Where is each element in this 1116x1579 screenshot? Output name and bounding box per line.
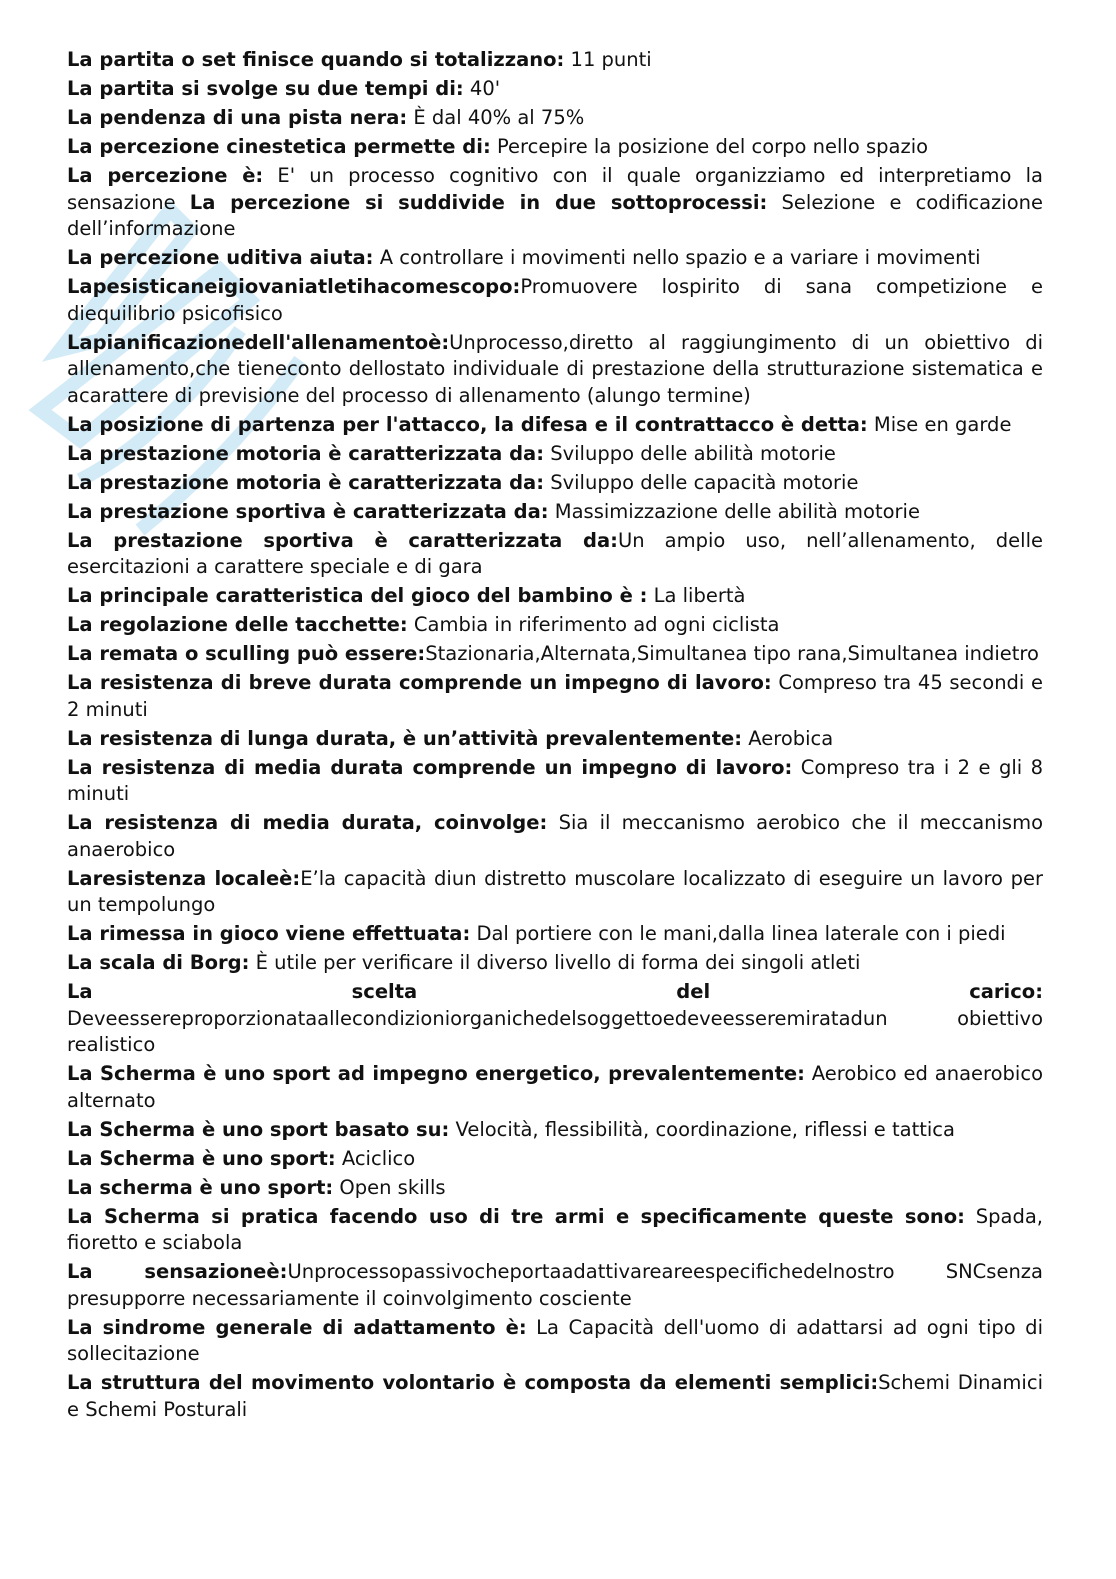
qa-entry-27 bbox=[67, 1146, 1043, 1173]
answer: Mise en garde bbox=[873, 412, 1012, 436]
qa-entry-18 bbox=[67, 726, 1043, 753]
qa-entry-30 bbox=[67, 1259, 1043, 1312]
qa-entry-17 bbox=[67, 670, 1043, 723]
answer: Sia il meccanismo aerobico che il meccanismo anaerobico bbox=[67, 811, 1044, 861]
answer: Velocità, flessibilità, coordinazione, riflessi e tattica bbox=[455, 1117, 955, 1141]
answer: Un ampio uso, nell’allenamento, delle esercitazioni a carattere speciale e di gara bbox=[67, 528, 1043, 578]
qa-entry-4 bbox=[67, 134, 1043, 161]
question: La prestazione sportiva è caratterizzata da: bbox=[67, 499, 549, 523]
question: La Scherma è uno sport basato su: bbox=[67, 1117, 450, 1141]
qa-entry-21 bbox=[67, 866, 1043, 919]
question: La principale caratteristica del gioco del bambino è : bbox=[67, 584, 648, 607]
answer: Spada, fioretto e sciabola bbox=[67, 1204, 1043, 1254]
qa-entry-11 bbox=[67, 470, 1043, 497]
qa-entry-22 bbox=[67, 921, 1043, 948]
question: La struttura del movimento volontario è composta da elementi semplici: bbox=[67, 1371, 879, 1394]
qa-entry-19 bbox=[67, 755, 1043, 808]
question: La percezione è: bbox=[67, 164, 264, 187]
answer: 11 punti bbox=[570, 48, 652, 71]
answer: Sviluppo delle abilità motorie bbox=[550, 441, 836, 465]
question: La partita si svolge su due tempi di: bbox=[67, 77, 464, 100]
answer: Sviluppo delle capacità motorie bbox=[550, 470, 859, 494]
qa-entry-23 bbox=[67, 950, 1043, 977]
question: La sindrome generale di adattamento è: bbox=[67, 1315, 527, 1339]
document-body bbox=[67, 47, 1043, 1426]
qa-entry-2 bbox=[67, 76, 1043, 103]
question: La prestazione motoria è caratterizzata da: bbox=[67, 441, 544, 465]
qa-entry-28 bbox=[67, 1175, 1043, 1202]
question: La percezione uditiva aiuta: bbox=[67, 246, 374, 269]
qa-entry-16 bbox=[67, 641, 1043, 668]
qa-entry-5 bbox=[67, 163, 1043, 243]
answer: Aciclico bbox=[341, 1146, 416, 1170]
answer: Unprocesso,diretto al raggiungimento di un obiettivo di allenamento,che tieneconto dellostato individuale di prestazione della strutturazione sistematica e acarattere di previsione del processo di allenamento (alungo termine) bbox=[67, 330, 1043, 407]
answer: Cambia in riferimento ad ogni ciclista bbox=[413, 613, 780, 636]
qa-entry-32 bbox=[67, 1370, 1043, 1423]
question: La resistenza di breve durata comprende un impegno di lavoro: bbox=[67, 671, 772, 694]
qa-entry-12 bbox=[67, 499, 1043, 526]
answer: Aerobico ed anaerobico alternato bbox=[67, 1062, 1043, 1112]
question: La Scherma è uno sport: bbox=[67, 1146, 336, 1170]
answer: È utile per verificare il diverso livello di forma dei singoli atleti bbox=[255, 951, 861, 974]
question: La posizione di partenza per l'attacco, la difesa e il contrattacco è detta: bbox=[67, 412, 868, 436]
answer: Stazionaria,Alternata,Simultanea tipo rana,Simultanea indietro bbox=[425, 642, 1039, 665]
qa-entry-20 bbox=[67, 810, 1043, 863]
question: La prestazione sportiva è caratterizzata da: bbox=[67, 528, 618, 552]
answer: La libertà bbox=[653, 584, 746, 607]
qa-entry-10 bbox=[67, 441, 1043, 468]
answer: Open skills bbox=[339, 1175, 446, 1199]
question: Lapianificazionedell'allenamentoè: bbox=[67, 330, 450, 354]
qa-entry-31 bbox=[67, 1315, 1043, 1368]
answer: Deveessereproporzionataallecondizioniorganichedelsoggettoedeveesseremiratadun obiettivo realistico bbox=[67, 1006, 1043, 1056]
qa-entry-1 bbox=[67, 47, 1043, 74]
question: La scala di Borg: bbox=[67, 951, 250, 974]
question: La regolazione delle tacchette: bbox=[67, 613, 408, 636]
question: La scherma è uno sport: bbox=[67, 1175, 334, 1199]
qa-entry-9 bbox=[67, 412, 1043, 439]
question: La prestazione motoria è caratterizzata da: bbox=[67, 470, 544, 494]
qa-entry-7 bbox=[67, 274, 1043, 327]
answer: È dal 40% al 75% bbox=[413, 106, 585, 129]
answer: Selezione e codificazione dell’informazione bbox=[67, 190, 1043, 240]
qa-entry-3 bbox=[67, 105, 1043, 132]
answer: Compreso tra i 2 e gli 8 minuti bbox=[67, 755, 1044, 805]
question: La Scherma è uno sport ad impegno energetico, prevalentemente: bbox=[67, 1062, 805, 1085]
answer: La Capacità dell'uomo di adattarsi ad ogni tipo di sollecitazione bbox=[67, 1315, 1043, 1365]
answer: Aerobica bbox=[748, 726, 834, 750]
qa-entry-25 bbox=[67, 1061, 1043, 1114]
question: Lapesisticaneigiovaniatletihacomescopo: bbox=[67, 275, 521, 298]
qa-entry-6 bbox=[67, 245, 1043, 272]
answer: Dal portiere con le mani,dalla linea laterale con i piedi bbox=[476, 922, 1006, 945]
answer: E’la capacità diun distretto muscolare localizzato di eseguire un lavoro per un tempolungo bbox=[67, 866, 1043, 916]
question: La resistenza di media durata comprende un impegno di lavoro: bbox=[67, 755, 793, 779]
answer: Compreso tra 45 secondi e 2 minuti bbox=[67, 671, 1044, 721]
qa-entry-26 bbox=[67, 1117, 1043, 1144]
answer: Schemi Dinamici e Schemi Posturali bbox=[67, 1371, 1043, 1421]
question: Laresistenza localeè: bbox=[67, 866, 301, 890]
question: La percezione cinestetica permette di: bbox=[67, 135, 491, 158]
question: La pendenza di una pista nera: bbox=[67, 106, 408, 129]
qa-entry-15 bbox=[67, 612, 1043, 639]
question: La sensazioneè: bbox=[67, 1260, 288, 1283]
qa-entry-29 bbox=[67, 1204, 1043, 1257]
question: La Scherma si pratica facendo uso di tre armi e specificamente queste sono: bbox=[67, 1204, 965, 1228]
question: La remata o sculling può essere: bbox=[67, 642, 426, 665]
answer: Unprocessopassivocheportaadattivareareespecifichedelnostro SNCsenza presupporre necessariamente il coinvolgimento cosciente bbox=[67, 1260, 1043, 1310]
qa-entry-8 bbox=[67, 330, 1043, 410]
answer: E' un processo cognitivo con il quale organizziamo ed interpretiamo la sensazione bbox=[67, 164, 1043, 214]
answer: 40' bbox=[469, 77, 501, 100]
answer: Massimizzazione delle abilità motorie bbox=[554, 499, 920, 523]
question: La resistenza di lunga durata, è un’attività prevalentemente: bbox=[67, 726, 743, 750]
question: La rimessa in gioco viene effettuata: bbox=[67, 922, 471, 945]
question: La resistenza di media durata, coinvolge: bbox=[67, 811, 548, 834]
question: La percezione si suddivide in due sottoprocessi: bbox=[189, 190, 768, 214]
answer: Promuovere lospirito di sana competizione e diequilibrio psicofisico bbox=[67, 275, 1043, 325]
qa-entry-14 bbox=[67, 583, 1043, 610]
answer: Percepire la posizione del corpo nello spazio bbox=[496, 135, 929, 158]
qa-entry-24 bbox=[67, 979, 1043, 1059]
qa-entry-13 bbox=[67, 528, 1043, 581]
question: La partita o set finisce quando si totalizzano: bbox=[67, 48, 565, 71]
question: La scelta del carico: bbox=[67, 980, 1043, 1003]
answer: A controllare i movimenti nello spazio e a variare i movimenti bbox=[379, 246, 981, 269]
